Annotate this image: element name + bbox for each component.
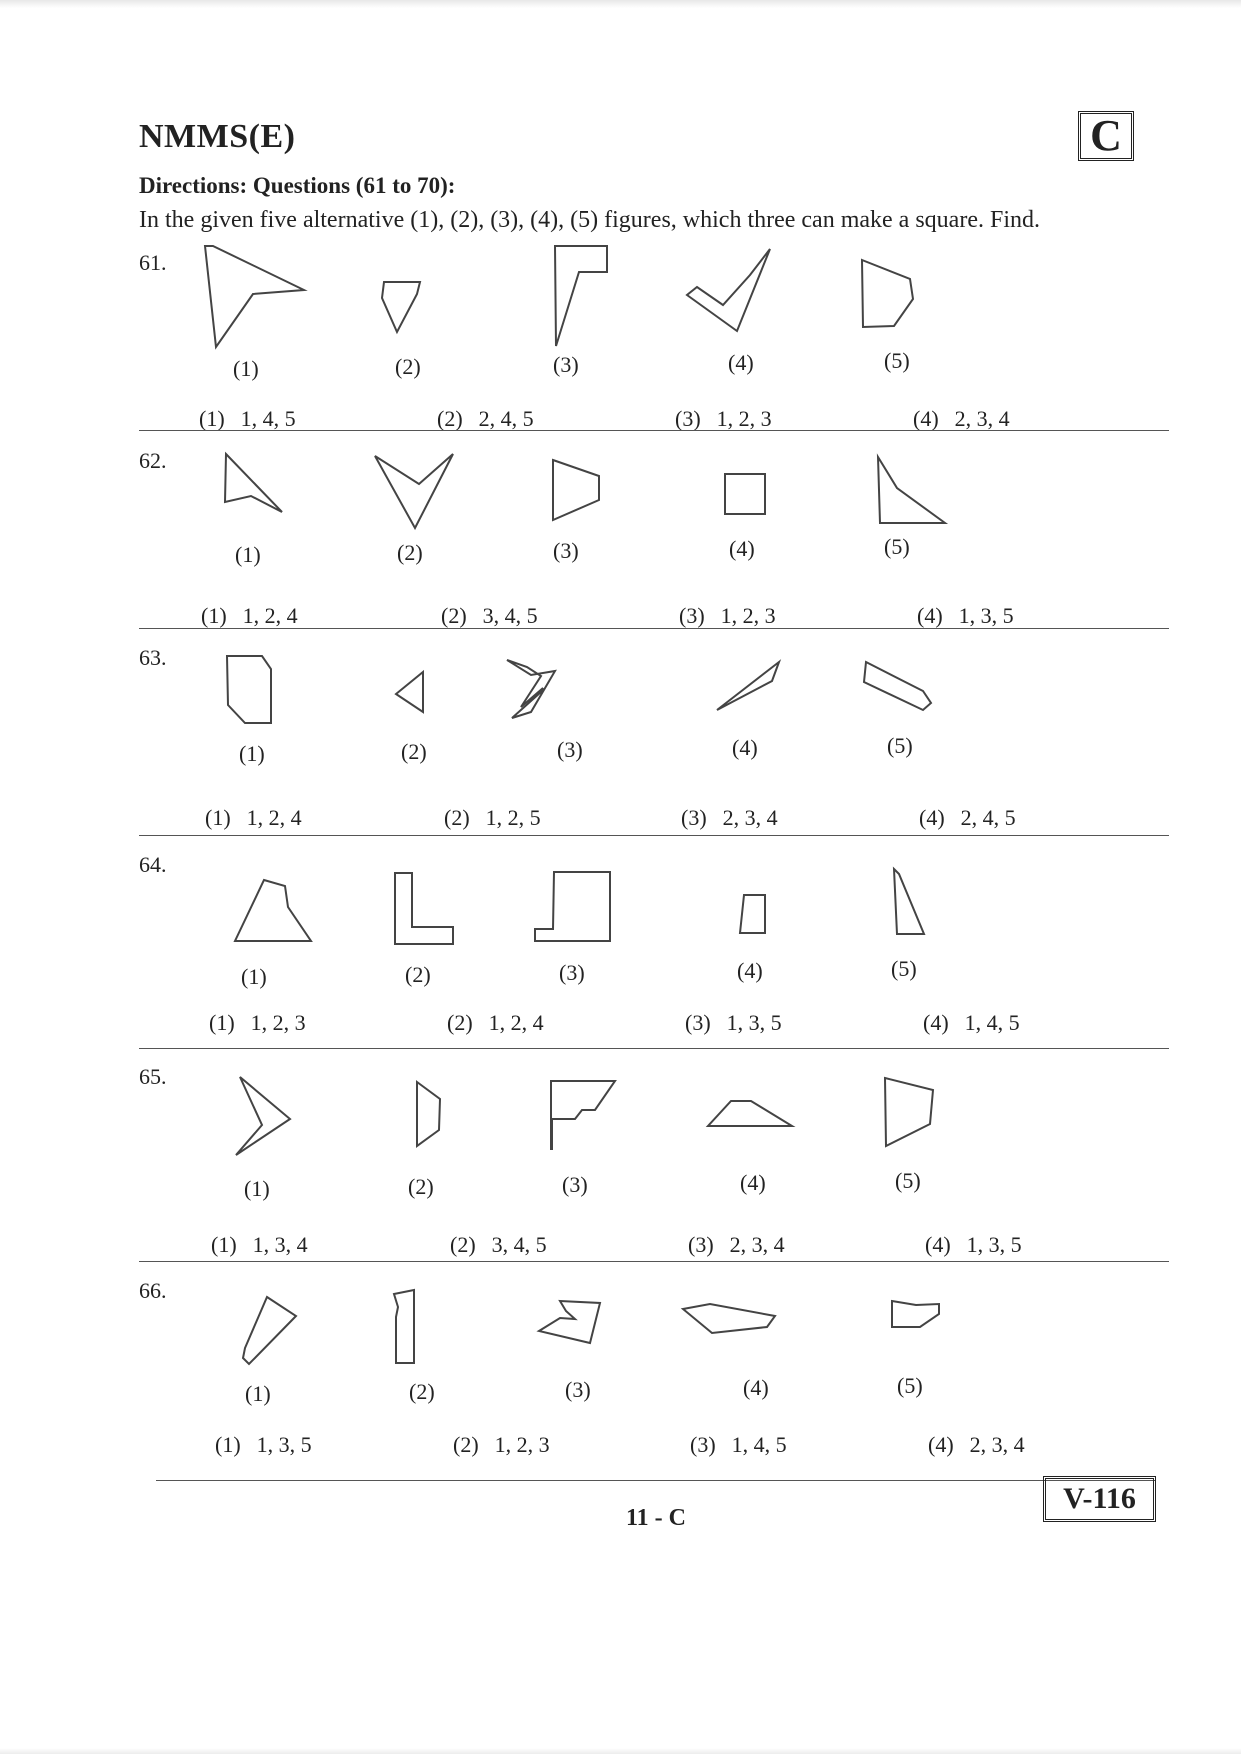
answer-option-3[interactable] [679,603,776,629]
figure-label-1: (1) [244,1176,270,1201]
option-number: (1) [215,1432,241,1457]
figure-label-5: (5) [884,534,910,559]
option-number: (4) [925,1232,951,1257]
figure-label-2: (2) [409,1379,435,1404]
figure-1 [227,656,271,723]
question-number: 65. [139,1064,167,1089]
figure-label-4: (4) [743,1375,769,1400]
scan-edge-bottom [0,1748,1241,1754]
option-value: 3, 4, 5 [491,1232,547,1257]
answer-option-1[interactable] [201,603,298,629]
figure-3 [551,1081,615,1149]
answer-option-2[interactable] [453,1432,550,1458]
figure-4 [683,1304,775,1333]
figure-1 [235,880,311,941]
figure-label-1: (1) [235,542,261,567]
answer-option-1[interactable] [211,1232,308,1258]
question-number: 66. [139,1278,167,1303]
option-number: (1) [201,603,227,628]
option-value: 1, 2, 3 [716,406,772,431]
answer-option-4[interactable] [925,1232,1022,1258]
figures-row [139,448,1169,608]
option-value: 1, 2, 4 [488,1010,544,1035]
page-number: 11 - C [626,1505,686,1531]
figure-1 [205,246,304,347]
answer-options [139,805,1169,835]
question-number: 63. [139,645,167,670]
question-divider [139,835,1169,836]
figure-2 [375,454,453,528]
page-bottom-rule [156,1480,1156,1481]
figure-label-1: (1) [241,964,267,989]
answer-option-3[interactable] [690,1432,787,1458]
answer-option-3[interactable] [681,805,778,831]
question-divider [139,430,1169,431]
figures-row [139,1064,1169,1224]
figure-label-3: (3) [559,960,585,985]
answer-option-1[interactable] [215,1432,312,1458]
figure-label-2: (2) [408,1174,434,1199]
figure-3 [535,872,610,941]
figure-2 [382,282,420,332]
figures-row [139,852,1169,1012]
option-value: 1, 3, 5 [966,1232,1022,1257]
option-value: 2, 4, 5 [960,805,1016,830]
figure-label-5: (5) [891,956,917,981]
option-number: (2) [453,1432,479,1457]
figure-label-1: (1) [239,741,265,766]
figure-label-5: (5) [895,1168,921,1193]
answer-option-3[interactable] [688,1232,785,1258]
version-code-box: V-116 [1043,1476,1156,1522]
figure-3 [553,460,599,520]
figure-label-3: (3) [557,737,583,762]
answer-option-2[interactable] [441,603,538,629]
scan-edge-top [0,0,1241,8]
option-number: (3) [688,1232,714,1257]
option-number: (2) [441,603,467,628]
answer-options [139,406,1169,436]
figure-3 [507,660,555,718]
figure-label-2: (2) [401,739,427,764]
option-number: (4) [928,1432,954,1457]
option-number: (2) [447,1010,473,1035]
answer-options [139,1010,1169,1040]
figure-4 [708,1101,792,1126]
figure-1 [225,454,282,512]
answer-option-4[interactable] [919,805,1016,831]
question-divider [139,1048,1169,1049]
option-value: 1, 2, 3 [720,603,776,628]
option-number: (3) [685,1010,711,1035]
answer-option-1[interactable] [205,805,302,831]
option-number: (2) [450,1232,476,1257]
option-value: 1, 2, 5 [485,805,541,830]
question-number: 62. [139,448,167,473]
option-value: 1, 2, 3 [494,1432,550,1457]
answer-option-4[interactable] [913,406,1010,432]
figure-4 [740,895,765,933]
option-number: (4) [917,603,943,628]
figure-2 [394,1290,414,1363]
answer-options [139,1432,1169,1462]
figure-4 [725,474,765,514]
figure-label-3: (3) [565,1377,591,1402]
figure-5 [862,260,913,327]
directions-title: Directions: Questions (61 to 70): [139,173,456,198]
option-number: (3) [681,805,707,830]
option-value: 2, 3, 4 [729,1232,785,1257]
answer-option-2[interactable] [437,406,534,432]
option-number: (1) [205,805,231,830]
option-value: 2, 3, 4 [722,805,778,830]
figures-row [139,645,1169,805]
figure-label-4: (4) [732,735,758,760]
answer-option-1[interactable] [199,406,296,432]
figures-row [139,250,1169,410]
directions-text: In the given five alternative (1), (2), (3), (4), (5) figures, which three can make a square. Find. [139,207,1040,233]
answer-option-2[interactable] [444,805,541,831]
option-value: 1, 3, 5 [726,1010,782,1035]
figure-label-3: (3) [553,352,579,377]
question-number: 61. [139,250,167,275]
question-number: 64. [139,852,167,877]
answer-option-2[interactable] [450,1232,547,1258]
figure-4 [687,249,770,331]
figure-label-4: (4) [740,1170,766,1195]
figure-label-3: (3) [553,538,579,563]
option-number: (3) [690,1432,716,1457]
option-number: (4) [913,406,939,431]
figure-1 [243,1297,296,1364]
figure-label-3: (3) [562,1172,588,1197]
figure-5 [892,1301,939,1327]
option-value: 1, 2, 4 [242,603,298,628]
answer-option-3[interactable] [675,406,772,432]
option-value: 1, 4, 5 [731,1432,787,1457]
figure-label-1: (1) [233,356,259,381]
figure-5 [885,1078,933,1146]
answer-option-4[interactable] [928,1432,1025,1458]
answer-option-3[interactable] [685,1010,782,1036]
figure-5 [864,662,931,710]
option-value: 2, 3, 4 [969,1432,1025,1457]
option-value: 1, 3, 5 [256,1432,312,1457]
option-value: 1, 4, 5 [964,1010,1020,1035]
exam-code: NMMS(E) [139,118,296,155]
figure-2 [396,672,423,712]
question-divider [139,628,1169,629]
option-value: 2, 3, 4 [954,406,1010,431]
figure-label-1: (1) [245,1381,271,1406]
figure-3 [539,1301,600,1343]
option-number: (1) [199,406,225,431]
figure-label-4: (4) [728,350,754,375]
figure-3 [555,246,607,346]
option-number: (4) [919,805,945,830]
option-value: 1, 4, 5 [240,406,296,431]
figure-label-5: (5) [887,733,913,758]
option-number: (1) [209,1010,235,1035]
option-number: (2) [444,805,470,830]
figure-4 [717,662,779,710]
figure-5 [878,457,945,523]
figure-2 [395,873,453,944]
figure-label-5: (5) [897,1373,923,1398]
figure-label-4: (4) [737,958,763,983]
answer-option-2[interactable] [447,1010,544,1036]
option-value: 1, 2, 4 [246,805,302,830]
option-number: (3) [675,406,701,431]
figure-label-2: (2) [397,540,423,565]
option-value: 2, 4, 5 [478,406,534,431]
question-divider [139,1261,1169,1262]
option-value: 1, 3, 4 [252,1232,308,1257]
figure-2 [417,1082,440,1146]
answer-option-4[interactable] [917,603,1014,629]
option-number: (2) [437,406,463,431]
figure-5 [894,869,924,934]
figure-label-5: (5) [884,348,910,373]
option-number: (1) [211,1232,237,1257]
figure-label-2: (2) [395,354,421,379]
answer-option-4[interactable] [923,1010,1020,1036]
figure-label-4: (4) [729,536,755,561]
figure-label-2: (2) [405,962,431,987]
figure-1 [236,1077,290,1155]
set-code-box: C [1078,111,1134,161]
answer-option-1[interactable] [209,1010,306,1036]
answer-options [139,1232,1169,1262]
option-number: (3) [679,603,705,628]
option-value: 1, 2, 3 [250,1010,306,1035]
option-value: 3, 4, 5 [482,603,538,628]
option-value: 1, 3, 5 [958,603,1014,628]
figures-row [139,1278,1169,1438]
option-number: (4) [923,1010,949,1035]
